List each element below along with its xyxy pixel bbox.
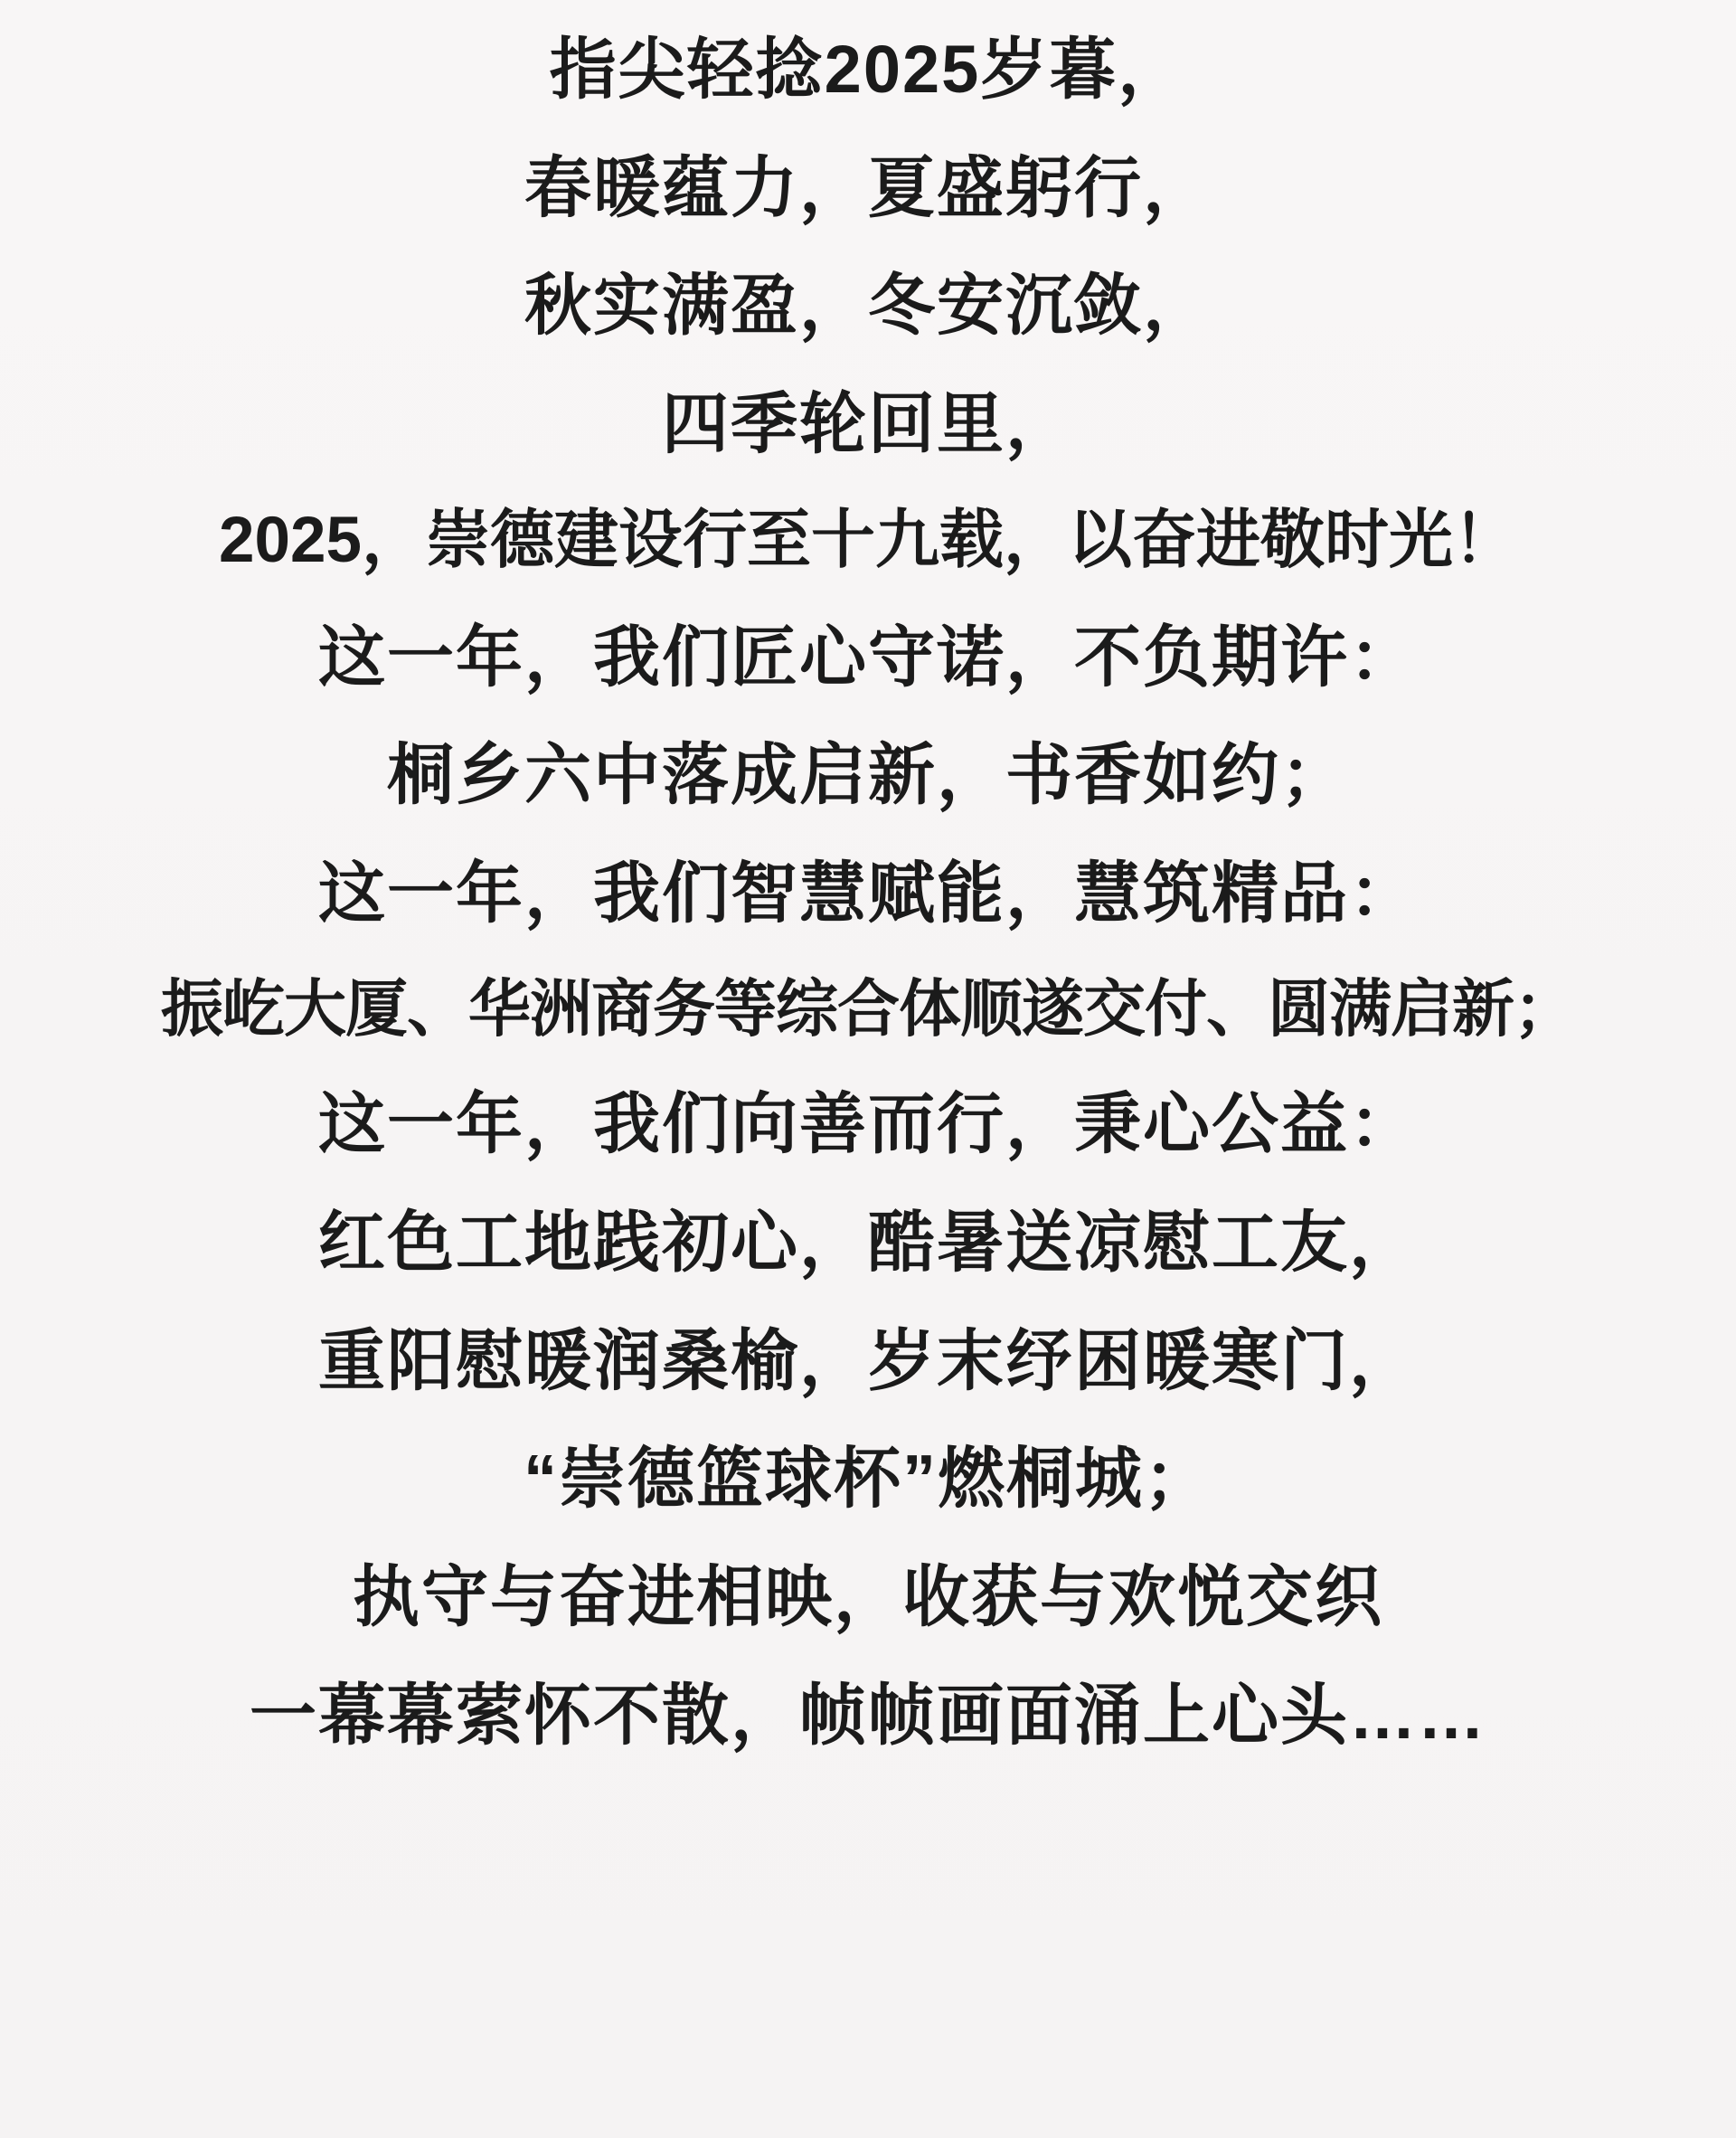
poem-line: “崇德篮球杯”燃桐城；: [524, 1441, 1212, 1517]
poem-line: 2025，崇德建设行至十九载，以奋进敬时光！: [219, 504, 1517, 576]
poem-line: 四季轮回里，: [662, 386, 1074, 462]
poem-line: 春暖蕴力，夏盛躬行，: [524, 149, 1212, 225]
poem-line: 振屹大厦、华洲商务等综合体顺遂交付、圆满启新；: [161, 973, 1575, 1044]
poem-line: 指尖轻捻2025岁暮，: [549, 32, 1187, 107]
poem-body: [36, 27, 1700, 1759]
poem-line: 执守与奋进相映，收获与欢悦交织: [353, 1559, 1383, 1635]
poem-line: 一幕幕萦怀不散，帧帧画面涌上心头……: [250, 1677, 1486, 1753]
poem-line: 桐乡六中落成启新，书香如约；: [387, 737, 1349, 813]
poem-line: 这一年，我们智慧赋能，慧筑精品：: [318, 856, 1418, 932]
poem-line: 重阳慰暖润桑榆，岁末纾困暖寒门，: [318, 1322, 1418, 1398]
poem-line: 秋实满盈，冬安沉敛，: [524, 268, 1212, 344]
poem-line: 这一年，我们向善而行，秉心公益：: [318, 1086, 1418, 1162]
poem-line: 这一年，我们匠心守诺，不负期许：: [318, 619, 1418, 695]
poem-line: 红色工地践初心，酷暑送凉慰工友，: [318, 1204, 1418, 1280]
